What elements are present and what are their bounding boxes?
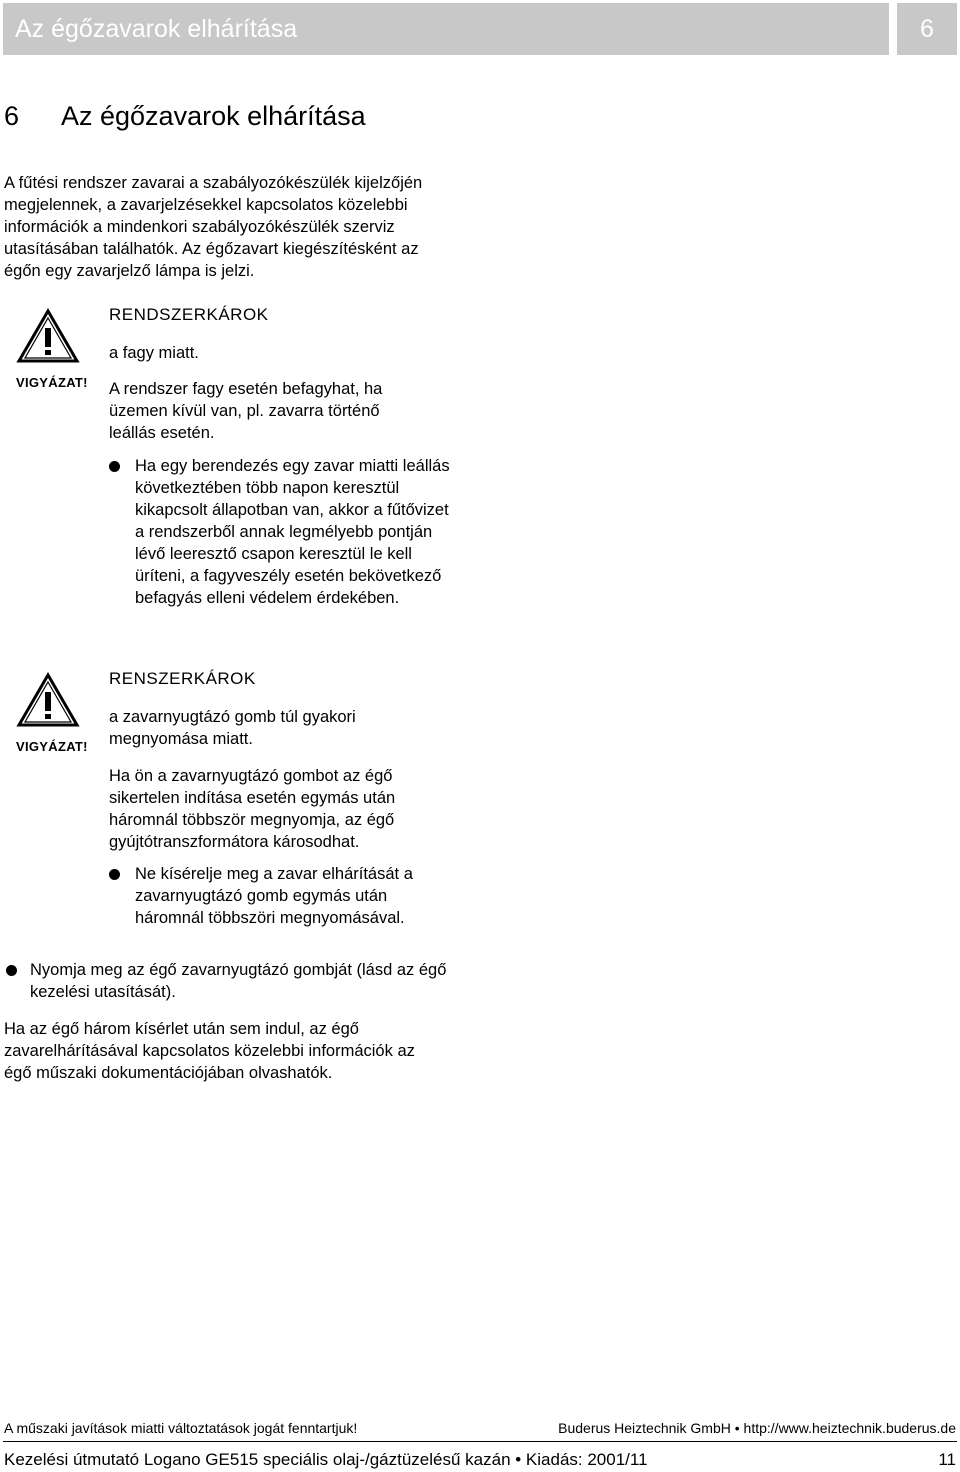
running-header-title: Az égőzavarok elhárítása [15,15,298,43]
bullet-dot-icon [109,461,120,472]
footer-manual-title: Kezelési útmutató Logano GE515 speciális olaj-/gáztüzelésű kazán • Kiadás: 2001/11 [4,1450,648,1469]
footer-company: Buderus Heiztechnik GmbH • http://www.heiztechnik.buderus.de [558,1420,956,1436]
footer-disclaimer: A műszaki javítások miatti változtatások jogát fenntartjuk! [4,1420,358,1436]
action-bullet-text: Nyomja meg az égő zavarnyugtázó gombját (lásd az égő kezelési utasítását). [30,961,447,1001]
bullet-dot-icon [6,965,17,976]
intro-paragraph: A fűtési rendszer zavarai a szabályozókészülék kijelzőjén megjelennek, a zavarjelzésekkel kapcsolatos közelebbi információk a mindenkori szabályozókészülék szerviz utasításában találhatók. Az égőzavart kiegészítésként az égőn egy zavarjelző lámpa is jelzi. [4,174,423,280]
warning-title: RENSZERKÁROK [109,669,256,688]
warning-label: VIGYÁZAT! [16,739,88,754]
warning-title: RENDSZERKÁROK [109,305,269,324]
page-number: 11 [938,1450,956,1469]
warning-triangle-icon [16,308,80,364]
footer-divider [3,1441,957,1442]
running-header [3,3,889,55]
warning-label: VIGYÁZAT! [16,375,88,390]
warning-triangle-icon [16,672,80,728]
bullet-dot-icon [109,869,120,880]
warning-text: Ha ön a zavarnyugtázó gombot az égő sikertelen indítása esetén egymás után háromnál többször megnyomja, az égő gyújtótranszformátora károsodhat. [109,767,396,851]
chapter-title [4,96,366,136]
chapter-title-text: Az égőzavarok elhárítása [61,101,366,131]
warning-bullet-text: Ne kísérelje meg a zavar elhárítását a zavarnyugtázó gomb egymás után háromnál többszöri megnyomásával. [135,865,413,927]
running-header-chapter-number: 6 [897,3,957,55]
warning-subtitle: a fagy miatt. [109,344,199,362]
warning-text: A rendszer fagy esetén befagyhat, ha üzemen kívül van, pl. zavarra történő leállás esetén. [109,380,383,442]
closing-paragraph: Ha az égő három kísérlet után sem indul, az égő zavarelhárításával kapcsolatos közelebbi információk az égő műszaki dokumentációjában olvashatók. [4,1020,415,1082]
chapter-number: 6 [4,101,20,131]
warning-subtitle: a zavarnyugtázó gomb túl gyakori megnyomása miatt. [109,708,356,748]
warning-bullet-text: Ha egy berendezés egy zavar miatti leállás következtében több napon keresztül kikapcsolt állapotban van, akkor a fűtővizet a rendszerből annak legmélyebb pontján lévő leeresztő csapon keresztül le kell üríteni, a fagyveszély esetén bekövetkező befagyás elleni védelem érdekében. [135,457,450,607]
